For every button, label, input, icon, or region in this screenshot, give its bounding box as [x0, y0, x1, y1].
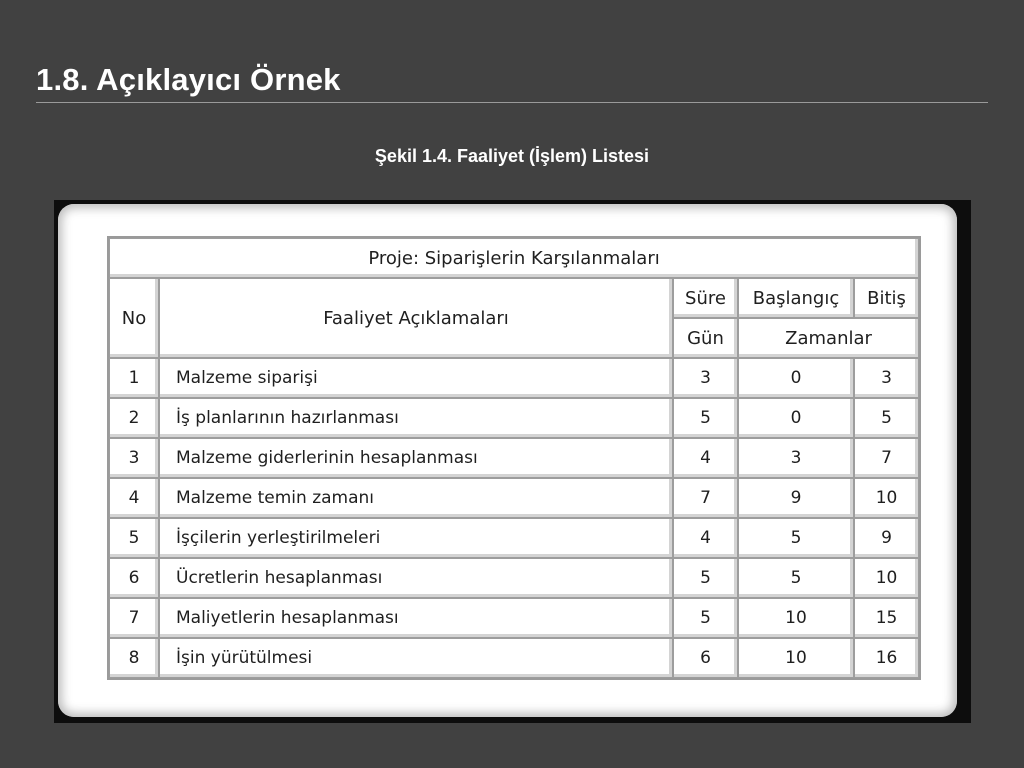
table-row [109, 398, 919, 438]
activity-table [107, 236, 921, 680]
row-description: İşçilerin yerleştirilmeleri [159, 518, 673, 558]
header-start: Başlangıç [738, 278, 854, 318]
row-description: İş planlarının hazırlanması [159, 398, 673, 438]
row-start: 3 [738, 438, 854, 478]
row-description: Ücretlerin hesaplanması [159, 558, 673, 598]
table-row [109, 478, 919, 518]
row-end: 7 [854, 438, 919, 478]
title-divider [36, 102, 988, 103]
row-duration: 5 [673, 598, 738, 638]
row-no: 6 [109, 558, 159, 598]
project-title: Proje: Siparişlerin Karşılanmaları [109, 238, 919, 278]
row-start: 0 [738, 398, 854, 438]
row-no: 8 [109, 638, 159, 678]
figure-image [54, 200, 971, 723]
row-description: Malzeme giderlerinin hesaplanması [159, 438, 673, 478]
row-description: Malzeme siparişi [159, 358, 673, 398]
project-title-row [109, 238, 919, 278]
row-duration: 3 [673, 358, 738, 398]
row-no: 5 [109, 518, 159, 558]
slide-title: 1.8. Açıklayıcı Örnek [36, 62, 341, 97]
row-end: 9 [854, 518, 919, 558]
row-start: 10 [738, 598, 854, 638]
row-end: 10 [854, 558, 919, 598]
row-duration: 5 [673, 398, 738, 438]
header-end: Bitiş [854, 278, 919, 318]
row-duration: 5 [673, 558, 738, 598]
row-start: 5 [738, 518, 854, 558]
row-duration: 6 [673, 638, 738, 678]
header-times: Zamanlar [738, 318, 919, 358]
table-row [109, 638, 919, 678]
header-description: Faaliyet Açıklamaları [159, 278, 673, 358]
row-no: 1 [109, 358, 159, 398]
figure-panel [58, 204, 957, 717]
row-duration: 7 [673, 478, 738, 518]
row-description: Malzeme temin zamanı [159, 478, 673, 518]
row-start: 9 [738, 478, 854, 518]
table-row [109, 438, 919, 478]
table-row [109, 518, 919, 558]
row-description: Maliyetlerin hesaplanması [159, 598, 673, 638]
header-no: No [109, 278, 159, 358]
header-duration: Süre [673, 278, 738, 318]
header-duration-unit: Gün [673, 318, 738, 358]
row-end: 15 [854, 598, 919, 638]
row-end: 5 [854, 398, 919, 438]
figure-caption: Şekil 1.4. Faaliyet (İşlem) Listesi [374, 146, 650, 166]
row-duration: 4 [673, 438, 738, 478]
row-start: 10 [738, 638, 854, 678]
row-start: 0 [738, 358, 854, 398]
row-no: 7 [109, 598, 159, 638]
row-duration: 4 [673, 518, 738, 558]
table-row [109, 558, 919, 598]
row-start: 5 [738, 558, 854, 598]
table-row [109, 358, 919, 398]
row-end: 16 [854, 638, 919, 678]
row-description: İşin yürütülmesi [159, 638, 673, 678]
row-end: 3 [854, 358, 919, 398]
row-end: 10 [854, 478, 919, 518]
row-no: 4 [109, 478, 159, 518]
table-row [109, 598, 919, 638]
header-row [109, 278, 919, 318]
row-no: 2 [109, 398, 159, 438]
row-no: 3 [109, 438, 159, 478]
